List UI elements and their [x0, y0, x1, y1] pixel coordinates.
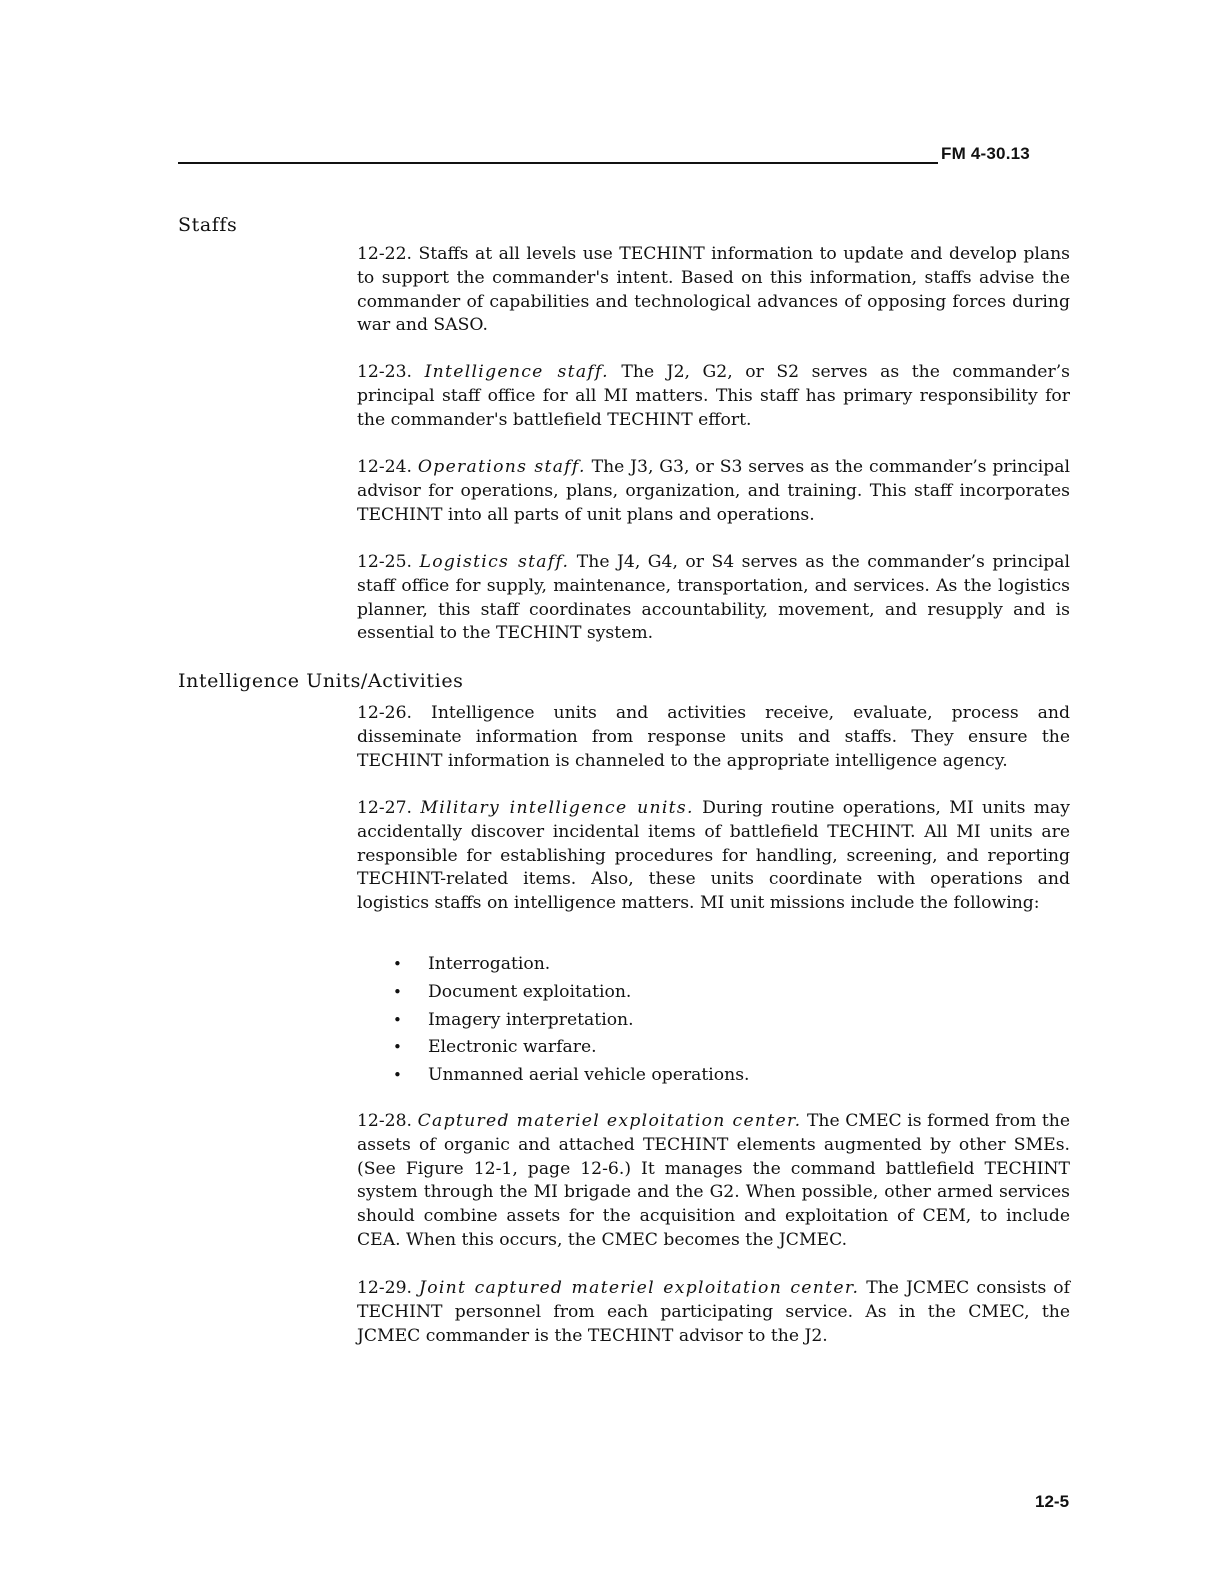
paragraph-text: Staffs at all levels use TECHINT information to update and develop plans to support the commander's intent. Based on this information, staffs advise the commander of capabilities and technological advances of opposing forces during war and SASO. [357, 244, 1070, 336]
list-item [393, 951, 750, 979]
paragraph-number: 12-27. [357, 798, 413, 818]
list-item-text: Document exploitation. [428, 981, 632, 1002]
paragraph-12-29 [357, 1277, 1070, 1348]
section-heading-intelligence-units: Intelligence Units/Activities [178, 670, 464, 692]
paragraph-12-24 [357, 456, 1070, 527]
bullet-icon: • [393, 955, 402, 973]
document-id: FM 4-30.13 [941, 144, 1030, 163]
list-item [393, 1034, 750, 1062]
paragraph-number: 12-23. [357, 362, 413, 382]
paragraph-text: The J2, G2, or S2 serves as the commander’s principal staff office for all MI matters. This staff has primary responsibility for the commander's battlefield TECHINT effort. [357, 362, 1070, 430]
paragraph-term: Intelligence staff. [424, 362, 609, 382]
paragraph-term: Captured materiel exploitation center. [417, 1111, 802, 1131]
bullet-icon: • [393, 1010, 402, 1029]
list-item-text: Imagery interpretation. [428, 1009, 634, 1030]
paragraph-12-28 [357, 1110, 1070, 1253]
bullet-icon: • [393, 982, 402, 1001]
page-number: 12-5 [1035, 1492, 1070, 1511]
list-item [393, 1007, 750, 1035]
paragraph-number: 12-26. [357, 703, 413, 723]
paragraph-text: The CMEC is formed from the assets of organic and attached TECHINT elements augmented by other SMEs. (See Figure 12-1, page 12-6.) It manages the command battlefield TECHINT system through the MI brigade and the G2. When possible, other armed services should combine assets for the acquisition and exploitation of CEM, to include CEA. When this occurs, the CMEC becomes the JCMEC. [357, 1111, 1071, 1250]
mission-list [393, 951, 750, 1090]
paragraph-number: 12-22. [357, 244, 413, 264]
paragraph-number: 12-28. [357, 1111, 413, 1131]
paragraph-12-25 [357, 551, 1070, 646]
paragraph-text: The J4, G4, or S4 serves as the commander’s principal staff office for supply, maintenance, transportation, and services. As the logistics planner, this staff coordinates accountability, movement, and resupply and is essential to the TECHINT system. [357, 552, 1070, 644]
paragraph-text: The J3, G3, or S3 serves as the commander’s principal advisor for operations, plans, organization, and training. This staff incorporates TECHINT into all parts of unit plans and operations. [357, 457, 1071, 525]
paragraph-term: Military intelligence units. [420, 798, 694, 818]
paragraph-12-23 [357, 361, 1070, 432]
paragraph-term: Logistics staff. [419, 552, 570, 572]
paragraph-text: The JCMEC consists of TECHINT personnel from each participating service. As in the CMEC, the JCMEC commander is the TECHINT advisor to the J2. [357, 1278, 1070, 1346]
paragraph-12-26 [357, 702, 1070, 773]
list-item [393, 979, 750, 1007]
list-item [393, 1062, 750, 1090]
bullet-icon: • [393, 1066, 402, 1085]
paragraph-number: 12-25. [357, 552, 413, 572]
section-heading-staffs: Staffs [178, 214, 238, 236]
paragraph-term: Joint captured materiel exploitation center. [419, 1278, 860, 1298]
header-rule [178, 162, 938, 164]
paragraph-number: 12-24. [357, 457, 413, 477]
paragraph-term: Operations staff. [417, 457, 586, 477]
paragraph-number: 12-29. [357, 1278, 413, 1298]
bullet-icon: • [393, 1038, 402, 1057]
paragraph-text: During routine operations, MI units may accidentally discover incidental items of battlefield TECHINT. All MI units are responsible for establishing procedures for handling, screening, and reporting TECHINT-related items. Also, these units coordinate with operations and logistics staffs on intelligence matters. MI unit missions include the following: [357, 798, 1071, 914]
paragraph-12-22 [357, 243, 1070, 338]
paragraph-text: Intelligence units and activities receive, evaluate, process and disseminate information from response units and staffs. They ensure the TECHINT information is channeled to the appropriate intelligence agency. [357, 703, 1070, 771]
paragraph-12-27 [357, 797, 1070, 916]
list-item-text: Interrogation. [428, 954, 551, 974]
list-item-text: Unmanned aerial vehicle operations. [428, 1065, 750, 1086]
list-item-text: Electronic warfare. [428, 1037, 597, 1058]
